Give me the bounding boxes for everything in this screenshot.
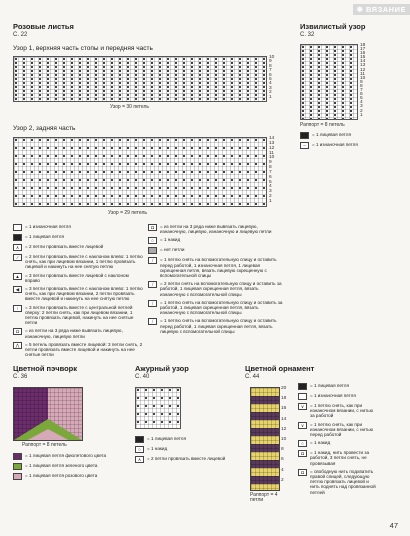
openwork-chart — [135, 387, 181, 429]
pattern1-rapport: Узор = 30 петель — [110, 104, 150, 110]
twist-legend — [300, 132, 400, 149]
twist-page: С. 32 — [300, 32, 315, 38]
row-number: 7 — [269, 68, 272, 74]
legend-item — [135, 456, 230, 463]
ornament-legend — [298, 383, 378, 498]
cable-icon: ⧸ — [148, 300, 157, 307]
row-number: 4 — [281, 467, 284, 473]
circle-icon: ○ — [135, 446, 144, 453]
legend-item — [13, 342, 143, 358]
legend-item — [135, 436, 230, 443]
legend-text: = из петли на 3 ряда ниже вывязать лицевую, изнаночную, лицевую петли — [25, 328, 123, 339]
openwork-legend — [135, 436, 230, 466]
row-number: 15 — [360, 55, 366, 61]
patchwork-title: Цветной пэчворк — [13, 364, 77, 373]
legend-item — [13, 328, 143, 338]
twist-chart — [300, 44, 358, 120]
circle-icon: ○ — [298, 440, 307, 447]
legend-item — [148, 300, 283, 316]
color-swatch — [13, 473, 22, 480]
legend-item — [13, 286, 143, 302]
row-number: 8 — [269, 63, 272, 69]
filled-square-icon — [13, 234, 22, 241]
pattern2-title: Узор 2, задняя часть — [13, 125, 76, 132]
openwork-title: Ажурный узор — [135, 364, 189, 373]
row-number: 1 — [360, 112, 363, 118]
legend-item — [13, 273, 143, 283]
row-number: 11 — [360, 71, 365, 77]
row-number: 10 — [269, 155, 275, 161]
gray-square-icon — [148, 247, 157, 254]
row-number: 6 — [269, 174, 272, 180]
row-number: 14 — [269, 136, 275, 141]
row-number: 3 — [269, 85, 272, 91]
triple-icon: ⋀ — [13, 342, 22, 349]
row-number: 1 — [269, 94, 272, 100]
legend-text: = 2 петли провязать вместе лицевой — [25, 244, 104, 249]
legend-item — [13, 305, 143, 326]
twist-legend-text: = 1 лицевая петля — [312, 132, 351, 137]
legend-text: = 1 изнаночная петля — [25, 224, 71, 229]
row-number: 13 — [360, 63, 366, 69]
legend-text: = 1 петлю снять на вспомогательную спицу и оставить перед работой, 1 изнаночная петля, 1 лицевая скрещенная петля, вязать лицевую скрещенную с вспомогательной спицы — [160, 257, 277, 279]
legend-item — [298, 422, 378, 438]
circle-icon: ○ — [148, 237, 157, 244]
legend-text: = нет петли — [160, 247, 185, 253]
legend-item — [13, 224, 143, 231]
legend-item — [13, 473, 128, 480]
legend-text: = 1 накид — [160, 237, 181, 243]
ornament-title: Цветной орнамент — [245, 364, 315, 373]
row-number: 2 — [360, 108, 363, 114]
legend-item — [13, 254, 143, 270]
row-number: 3 — [360, 104, 363, 110]
row-number: 11 — [269, 150, 274, 156]
legend-item — [135, 446, 230, 453]
empty-square-icon — [298, 393, 307, 400]
legend-text: = 1 петлю снять на вспомогательную спицу и оставить перед работой, 1 лицевая скрещенная петля, вязать лицевую с вспомогательной спицы — [160, 318, 277, 334]
legend-text: = из петли на 3 ряда ниже вывязать лицевую, изнаночную, лицевую, изнаночную и лицевую петли — [160, 224, 272, 235]
row-number: 2 — [269, 194, 272, 200]
legend-right — [148, 224, 283, 337]
row-number: 4 — [269, 81, 272, 87]
k2tog-icon: ∧ — [13, 244, 22, 251]
legend-item — [148, 224, 283, 234]
row-number: 4 — [360, 100, 363, 106]
row-number: 9 — [360, 79, 363, 85]
legend-text: = 3 петли провязать вместе лицевой с наклоном вправо — [25, 272, 129, 283]
legend-item — [13, 234, 143, 241]
legend-text: = 1 изнаночная петля — [310, 393, 356, 398]
legend-text: = 1 петлю снять, как при изнаночном вязании, с нитью за работой — [310, 403, 374, 419]
legend-item — [148, 281, 283, 297]
row-number: 9 — [269, 59, 272, 65]
legend-item — [298, 403, 378, 419]
legend-text: = 1 лицевая петля зеленого цвета — [25, 463, 98, 468]
legend-item — [13, 463, 128, 470]
arrow-icon: ↑ — [13, 305, 22, 312]
legend-text: = 1 лицевая петля — [310, 383, 349, 388]
triangle-icon: ▲ — [13, 273, 22, 280]
row-number: 20 — [281, 386, 287, 391]
color-swatch — [13, 463, 22, 470]
ornament-rapport: Раппорт = 4 петли — [250, 492, 278, 503]
row-number: 6 — [360, 92, 363, 98]
row-number: 8 — [281, 447, 284, 453]
row-number: 10 — [281, 436, 287, 442]
row-number: 1 — [269, 198, 272, 204]
pattern1-title: Узор 1, верхняя часть стопы и передняя часть — [13, 45, 153, 52]
filled-square-icon — [298, 383, 307, 390]
legend-text: = 1 лицевая петля фиолетового цвета — [25, 453, 107, 458]
legend-text: = 2 петли снять на вспомогательную спицу и оставить за работой, 1 лицевая скрещенная петля, вязать изнаночную с вспомогательной спицы — [160, 281, 282, 297]
row-number: 3 — [269, 189, 272, 195]
k2tog-icon: ∧ — [135, 456, 144, 463]
twist-row-numbers — [360, 44, 370, 118]
patchwork-page: С. 36 — [13, 374, 28, 380]
ornament-row-numbers — [281, 387, 291, 489]
row-number: 6 — [281, 457, 284, 463]
legend-item — [298, 450, 378, 466]
row-number: 4 — [269, 184, 272, 190]
row-number: 9 — [269, 160, 272, 166]
filled-square-icon — [135, 436, 144, 443]
openwork-page: С. 40 — [135, 374, 150, 380]
legend-text: = 1 лицевая петля — [25, 234, 64, 239]
legend-item — [298, 393, 378, 400]
pattern1-chart — [13, 56, 267, 102]
row-number: 5 — [269, 76, 272, 82]
legend-item — [148, 247, 283, 254]
row-number: 2 — [269, 90, 272, 96]
slip-icon: ∨ — [298, 403, 307, 410]
row-number: 10 — [269, 55, 275, 60]
legend-text: = 1 лицевая петля — [147, 436, 186, 441]
row-number: 16 — [360, 51, 366, 57]
filled-square-icon — [300, 132, 309, 139]
legend-text: = свободную нить подхватить правой спицей, следующую петлю провязать лицевой и нить поднять над провязанной петлей — [310, 468, 376, 495]
legend-text: = 3 петли провязать вместе с наклоном влево: 1 петлю снять, как при лицевом вязании, 2 петли провязать вместе лицевой и накинуть на нее снятую петлю — [25, 286, 143, 302]
pattern2-row-numbers — [269, 137, 279, 205]
page-number: 47 — [389, 521, 398, 530]
legend-text: = 5 петель провязать вместе лицевой: 3 петли снять, 2 петли провязать вместе лицевой и накинуть на нее снятые петли — [25, 341, 143, 358]
row-number: 10 — [360, 75, 366, 81]
row-number: 7 — [360, 88, 363, 94]
row-number: 7 — [269, 169, 272, 175]
ornament-page: С. 44 — [245, 374, 260, 380]
legend-text: = 2 петли провязать вместе лицевой — [147, 456, 226, 461]
pattern1-row-numbers — [269, 56, 279, 100]
patchwork-chart — [13, 387, 83, 441]
row-number: 2 — [281, 477, 284, 483]
patchwork-rapport: Раппорт = 8 петель — [22, 442, 67, 448]
cable-icon: ⧸ — [148, 257, 157, 264]
legend-text: = 1 петлю снять на вспомогательную спицу и оставить за работой, 1 лицевая скрещенная петля, вязать изнаночную с вспомогательной спицы — [160, 299, 283, 316]
dash-square-icon: – — [300, 142, 309, 149]
slip-icon: ∨ — [298, 422, 307, 429]
legend-item — [298, 383, 378, 390]
slash-icon: ⁄ — [13, 254, 22, 261]
row-number: 12 — [360, 67, 366, 73]
loop-icon: Ω — [298, 469, 307, 476]
twist-legend-item — [300, 142, 400, 149]
row-number: 18 — [281, 396, 287, 402]
legend-text: = 1 накид, нить провести за работой, 3 петли снять, не провязывая — [310, 450, 370, 466]
rose-title: Розовые листья — [13, 22, 74, 31]
color-swatch — [13, 453, 22, 460]
legend-item — [148, 257, 283, 278]
cable-icon: ⧸ — [148, 318, 157, 325]
legend-text: = 2 петли провязать вместе с наклоном влево: 1 петлю снять, как при лицевом вязании, 1 петлю провязать лицевой и накинуть на нее снятую петлю — [25, 254, 143, 270]
patchwork-legend — [13, 453, 128, 483]
legend-text: = 1 лицевая петля розового цвета — [25, 473, 98, 478]
triangle-left-icon: ◀ — [13, 286, 22, 293]
row-number: 14 — [360, 59, 366, 65]
row-number: 16 — [281, 406, 287, 412]
row-number: 5 — [360, 96, 363, 102]
loop-icon: Ω — [148, 224, 157, 231]
row-number: 14 — [281, 416, 287, 422]
twist-title: Извилистый узор — [300, 22, 366, 31]
legend-item — [148, 237, 283, 244]
twist-legend-item — [300, 132, 400, 139]
row-number: 8 — [360, 83, 363, 89]
ornament-chart — [250, 387, 280, 491]
row-number: 5 — [269, 179, 272, 185]
cable-icon: ⧸ — [148, 281, 157, 288]
rose-page: С. 22 — [13, 32, 28, 38]
twist-rapport: Раппорт = 8 петель — [300, 122, 345, 128]
loop-icon: Ω — [13, 328, 22, 335]
row-number: 18 — [360, 43, 366, 48]
legend-text: = 1 накид — [310, 440, 331, 446]
loop-icon: Ω — [298, 450, 307, 457]
row-number: 6 — [269, 72, 272, 78]
twist-legend-text: = 1 изнаночная петля — [312, 142, 358, 147]
legend-text: = 1 петлю снять, как при изнаночном вязании, с нитью перед работой — [310, 421, 374, 438]
legend-item — [13, 244, 143, 251]
row-number: 12 — [281, 426, 287, 432]
legend-item — [148, 318, 283, 334]
legend-text: = 1 накид — [147, 446, 168, 451]
section-banner: ❋ ВЯЗАНИЕ — [353, 4, 410, 15]
legend-left — [13, 224, 143, 360]
legend-item — [298, 469, 378, 495]
empty-square-icon — [13, 224, 22, 231]
legend-item — [298, 440, 378, 447]
row-number: 13 — [269, 140, 275, 146]
row-number: 12 — [269, 145, 275, 151]
legend-text: = 3 петли провязать вместе с центральной петлей сверху: 2 петли снять, как при лицевом вязании, 1 петлю провязать лицевой, накинуть на нее снятые петли — [25, 304, 134, 326]
row-number: 8 — [269, 165, 272, 171]
pattern2-rapport: Узор = 29 петель — [108, 210, 148, 216]
row-number: 17 — [360, 47, 366, 53]
pattern2-chart — [13, 137, 267, 207]
legend-item — [13, 453, 128, 460]
